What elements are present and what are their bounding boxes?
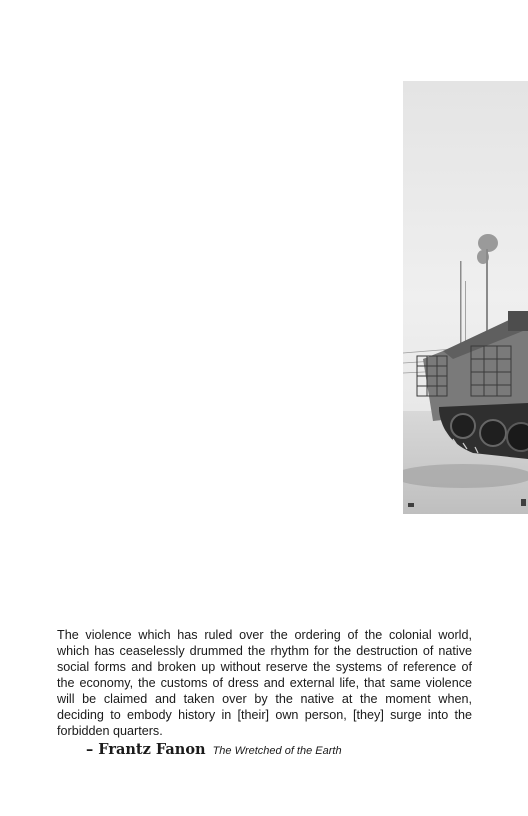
quote-attribution: [86, 741, 342, 758]
quote-work-title: The Wretched of the Earth: [212, 745, 342, 757]
quote-author: – Frantz Fanon: [86, 741, 206, 758]
armored-vehicle-photo: [403, 81, 528, 514]
quote-text: The violence which has ruled over the ordering of the colonial world, which has ceaselessly drummed the rhythm for the destruction of native social forms and broken up without reserve the systems of reference of the economy, the customs of dress and external life, that same violence will be claimed and taken over by the native at the moment when, deciding to embody history in [their] own person, [they] surge into the forbidden quarters.: [57, 628, 472, 738]
